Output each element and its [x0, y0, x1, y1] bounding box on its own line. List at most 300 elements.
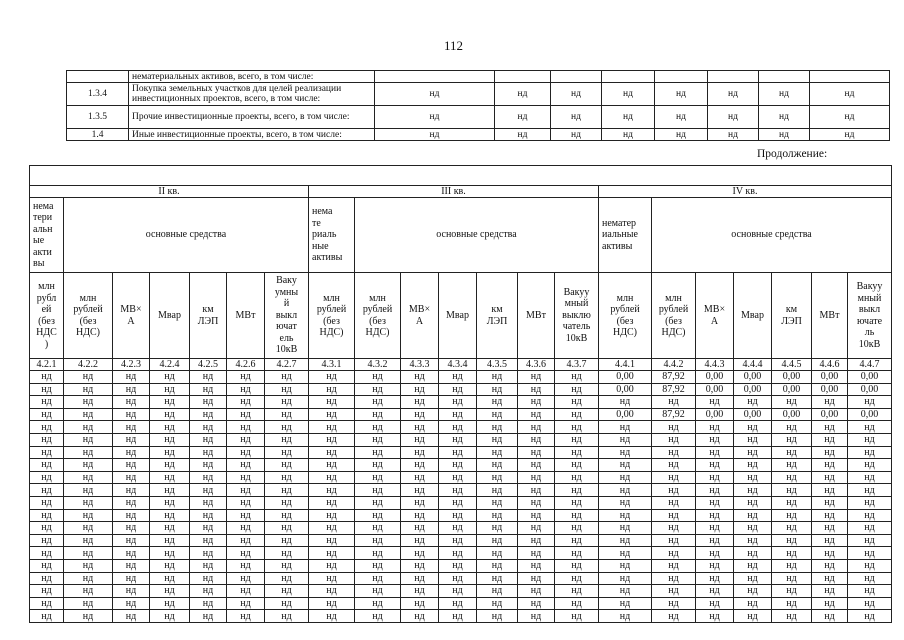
unit-header: МВ× А	[401, 273, 439, 359]
unit-header: МВт	[227, 273, 265, 359]
value-cell: нд	[696, 610, 734, 623]
value-cell: нд	[518, 396, 555, 409]
value-cell: нд	[227, 484, 265, 497]
column-code: 4.4.4	[734, 359, 772, 371]
fixed-assets-header: основные средства	[355, 198, 599, 273]
value-cell: нд	[848, 446, 892, 459]
value-cell: нд	[227, 534, 265, 547]
column-code: 4.2.4	[150, 359, 190, 371]
unit-header: Вакуу мный выкл ючате ль 10кВ	[848, 273, 892, 359]
value-cell: нд	[555, 459, 599, 472]
value-cell: нд	[113, 534, 150, 547]
value-cell: нд	[599, 471, 652, 484]
value-cell: нд	[518, 610, 555, 623]
value-cell: нд	[652, 610, 696, 623]
top-table	[66, 70, 890, 141]
value-cell: нд	[439, 484, 477, 497]
value-cell: нд	[602, 106, 655, 129]
value-cell: нд	[477, 610, 518, 623]
value-cell: нд	[375, 129, 495, 141]
value-cell: нд	[309, 547, 355, 560]
value-cell: нд	[30, 496, 64, 509]
value-cell: нд	[518, 484, 555, 497]
value-cell: нд	[227, 509, 265, 522]
value-cell: нд	[64, 484, 113, 497]
value-cell: нд	[309, 371, 355, 384]
value-cell	[810, 71, 890, 83]
value-cell: нд	[708, 106, 759, 129]
table-row	[30, 459, 892, 472]
quarter-header: IV кв.	[599, 186, 892, 198]
value-cell: нд	[113, 572, 150, 585]
value-cell: нд	[599, 496, 652, 509]
top-table-row	[67, 129, 890, 141]
value-cell: нд	[401, 585, 439, 598]
value-cell: нд	[190, 484, 227, 497]
value-cell: нд	[113, 383, 150, 396]
value-cell: нд	[439, 509, 477, 522]
value-cell: нд	[190, 396, 227, 409]
value-cell: 0,00	[599, 408, 652, 421]
unit-row	[30, 273, 892, 359]
value-cell: нд	[309, 522, 355, 535]
value-cell: нд	[355, 446, 401, 459]
quarter-row	[30, 186, 892, 198]
row-code: 1.3.5	[67, 106, 129, 129]
value-cell: нд	[555, 371, 599, 384]
value-cell: нд	[772, 534, 812, 547]
value-cell: нд	[375, 83, 495, 106]
value-cell: нд	[190, 371, 227, 384]
table-row	[30, 383, 892, 396]
table-row	[30, 597, 892, 610]
value-cell: нд	[812, 396, 848, 409]
value-cell: нд	[518, 446, 555, 459]
value-cell: нд	[477, 496, 518, 509]
value-cell: нд	[599, 610, 652, 623]
table-row	[30, 585, 892, 598]
value-cell: нд	[555, 547, 599, 560]
value-cell: нд	[265, 383, 309, 396]
value-cell: нд	[227, 522, 265, 535]
value-cell: нд	[812, 572, 848, 585]
table-row	[30, 421, 892, 434]
value-cell: 0,00	[696, 383, 734, 396]
value-cell: нд	[227, 597, 265, 610]
value-cell: нд	[518, 459, 555, 472]
value-cell: нд	[555, 559, 599, 572]
value-cell: нд	[477, 585, 518, 598]
value-cell: нд	[772, 522, 812, 535]
value-cell: нд	[439, 496, 477, 509]
value-cell: нд	[113, 408, 150, 421]
value-cell: нд	[477, 446, 518, 459]
value-cell: нд	[30, 459, 64, 472]
fixed-assets-header: основные средства	[64, 198, 309, 273]
value-cell: нд	[696, 484, 734, 497]
value-cell: нд	[810, 129, 890, 141]
value-cell: нд	[734, 459, 772, 472]
main-table	[29, 165, 892, 623]
value-cell: нд	[30, 421, 64, 434]
value-cell: нд	[30, 559, 64, 572]
value-cell: нд	[848, 509, 892, 522]
column-code: 4.4.2	[652, 359, 696, 371]
value-cell: нд	[439, 408, 477, 421]
value-cell: нд	[265, 610, 309, 623]
value-cell: нд	[848, 534, 892, 547]
value-cell: нд	[734, 534, 772, 547]
value-cell: нд	[555, 471, 599, 484]
value-cell: нд	[477, 572, 518, 585]
value-cell: нд	[518, 408, 555, 421]
value-cell: нд	[655, 83, 708, 106]
value-cell: нд	[309, 597, 355, 610]
value-cell: нд	[227, 459, 265, 472]
value-cell: 0,00	[772, 408, 812, 421]
value-cell: нд	[64, 446, 113, 459]
value-cell: нд	[227, 559, 265, 572]
value-cell: нд	[696, 396, 734, 409]
value-cell: нд	[113, 559, 150, 572]
value-cell: нд	[150, 433, 190, 446]
value-cell: нд	[150, 396, 190, 409]
value-cell: нд	[190, 446, 227, 459]
value-cell: нд	[848, 559, 892, 572]
value-cell: нд	[265, 496, 309, 509]
value-cell: нд	[812, 585, 848, 598]
value-cell: нд	[555, 496, 599, 509]
unit-header: млн рублей (без НДС)	[355, 273, 401, 359]
unit-header: млн рублей (без НДС)	[652, 273, 696, 359]
value-cell: нд	[652, 433, 696, 446]
value-cell: нд	[401, 408, 439, 421]
value-cell: нд	[309, 559, 355, 572]
category-row	[30, 198, 892, 273]
row-description: Покупка земельных участков для целей реализации инвестиционных проектов, всего, в том числе:	[129, 83, 375, 106]
value-cell: нд	[555, 522, 599, 535]
value-cell: нд	[599, 396, 652, 409]
value-cell: нд	[190, 572, 227, 585]
value-cell: нд	[599, 421, 652, 434]
value-cell: нд	[150, 484, 190, 497]
value-cell: нд	[30, 572, 64, 585]
value-cell: нд	[113, 433, 150, 446]
value-cell: 87,92	[652, 371, 696, 384]
value-cell: нд	[309, 585, 355, 598]
value-cell: нд	[439, 534, 477, 547]
value-cell: нд	[150, 559, 190, 572]
value-cell: нд	[759, 106, 810, 129]
value-cell: нд	[439, 610, 477, 623]
value-cell: нд	[401, 509, 439, 522]
value-cell: нд	[190, 433, 227, 446]
value-cell: нд	[64, 547, 113, 560]
value-cell: нд	[477, 371, 518, 384]
value-cell: нд	[696, 547, 734, 560]
value-cell: нд	[401, 547, 439, 560]
value-cell: нд	[439, 547, 477, 560]
value-cell: нд	[30, 610, 64, 623]
value-cell: нд	[113, 522, 150, 535]
value-cell: нд	[355, 610, 401, 623]
column-code: 4.3.2	[355, 359, 401, 371]
value-cell: 0,00	[734, 371, 772, 384]
value-cell: 0,00	[812, 371, 848, 384]
value-cell: нд	[599, 559, 652, 572]
value-cell: 0,00	[772, 371, 812, 384]
value-cell: нд	[652, 446, 696, 459]
intangibles-header: нема тери альн ые акти вы	[30, 198, 64, 273]
value-cell: нд	[599, 534, 652, 547]
value-cell: нд	[64, 509, 113, 522]
value-cell: нд	[439, 459, 477, 472]
value-cell: нд	[265, 371, 309, 384]
value-cell: нд	[772, 396, 812, 409]
value-cell: нд	[599, 446, 652, 459]
value-cell: 0,00	[812, 383, 848, 396]
value-cell	[375, 71, 495, 83]
value-cell: нд	[696, 459, 734, 472]
fixed-assets-header: основные средства	[652, 198, 892, 273]
value-cell: нд	[518, 471, 555, 484]
value-cell: нд	[812, 459, 848, 472]
value-cell: нд	[555, 484, 599, 497]
value-cell: нд	[734, 421, 772, 434]
value-cell: нд	[734, 509, 772, 522]
value-cell: нд	[355, 484, 401, 497]
value-cell: нд	[555, 572, 599, 585]
value-cell: нд	[812, 534, 848, 547]
value-cell: нд	[599, 547, 652, 560]
value-cell: нд	[555, 509, 599, 522]
value-cell: нд	[401, 572, 439, 585]
value-cell: нд	[477, 421, 518, 434]
value-cell: нд	[401, 471, 439, 484]
value-cell: нд	[150, 610, 190, 623]
value-cell: нд	[555, 446, 599, 459]
value-cell: нд	[518, 371, 555, 384]
value-cell: нд	[477, 471, 518, 484]
value-cell: 0,00	[848, 408, 892, 421]
value-cell: нд	[495, 83, 551, 106]
value-cell: нд	[652, 547, 696, 560]
value-cell: нд	[309, 572, 355, 585]
value-cell: нд	[30, 396, 64, 409]
page-number: 112	[444, 38, 464, 53]
value-cell: нд	[265, 585, 309, 598]
value-cell: нд	[655, 106, 708, 129]
quarter-header: III кв.	[309, 186, 599, 198]
intangibles-header: нема те риаль ные активы	[309, 198, 355, 273]
value-cell: 0,00	[696, 408, 734, 421]
value-cell: нд	[439, 446, 477, 459]
value-cell: нд	[708, 129, 759, 141]
value-cell	[551, 71, 602, 83]
value-cell: нд	[64, 534, 113, 547]
value-cell: нд	[848, 585, 892, 598]
value-cell: нд	[375, 106, 495, 129]
value-cell: нд	[772, 496, 812, 509]
value-cell: нд	[150, 383, 190, 396]
value-cell: нд	[772, 509, 812, 522]
value-cell: нд	[652, 421, 696, 434]
value-cell: нд	[734, 471, 772, 484]
unit-header: Мвар	[150, 273, 190, 359]
value-cell: нд	[734, 572, 772, 585]
value-cell: нд	[190, 509, 227, 522]
value-cell: нд	[772, 610, 812, 623]
value-cell: нд	[190, 408, 227, 421]
column-code: 4.4.6	[812, 359, 848, 371]
value-cell: нд	[696, 471, 734, 484]
value-cell: нд	[477, 559, 518, 572]
value-cell: нд	[190, 471, 227, 484]
value-cell: нд	[599, 459, 652, 472]
value-cell: нд	[227, 496, 265, 509]
value-cell: нд	[599, 572, 652, 585]
value-cell: нд	[812, 484, 848, 497]
column-code: 4.2.1	[30, 359, 64, 371]
value-cell: нд	[30, 547, 64, 560]
value-cell: нд	[113, 597, 150, 610]
value-cell	[495, 71, 551, 83]
value-cell: нд	[265, 534, 309, 547]
value-cell: нд	[401, 610, 439, 623]
value-cell: нд	[355, 459, 401, 472]
value-cell: нд	[477, 383, 518, 396]
table-row	[30, 547, 892, 560]
value-cell: нд	[812, 446, 848, 459]
value-cell: нд	[551, 129, 602, 141]
column-code: 4.3.3	[401, 359, 439, 371]
value-cell: нд	[439, 559, 477, 572]
value-cell: нд	[602, 129, 655, 141]
value-cell: 87,92	[652, 408, 696, 421]
value-cell: нд	[309, 383, 355, 396]
value-cell: нд	[812, 496, 848, 509]
value-cell: нд	[113, 396, 150, 409]
value-cell: нд	[309, 496, 355, 509]
value-cell: 0,00	[812, 408, 848, 421]
value-cell: нд	[30, 371, 64, 384]
value-cell: нд	[652, 534, 696, 547]
value-cell: нд	[518, 547, 555, 560]
value-cell: нд	[652, 396, 696, 409]
value-cell: нд	[265, 597, 309, 610]
value-cell: нд	[401, 597, 439, 610]
value-cell: нд	[265, 572, 309, 585]
value-cell: нд	[30, 433, 64, 446]
unit-header: МВ× А	[113, 273, 150, 359]
value-cell: нд	[227, 446, 265, 459]
value-cell: нд	[848, 433, 892, 446]
table-row	[30, 446, 892, 459]
column-code: 4.2.6	[227, 359, 265, 371]
value-cell: нд	[555, 610, 599, 623]
table-row	[30, 572, 892, 585]
value-cell: нд	[599, 522, 652, 535]
table-row	[30, 433, 892, 446]
value-cell: нд	[190, 534, 227, 547]
unit-header: МВт	[812, 273, 848, 359]
value-cell: нд	[734, 610, 772, 623]
unit-header: млн рублей (без НДС)	[309, 273, 355, 359]
value-cell: нд	[812, 421, 848, 434]
value-cell: нд	[150, 522, 190, 535]
value-cell: нд	[150, 597, 190, 610]
value-cell: нд	[30, 383, 64, 396]
value-cell: нд	[113, 446, 150, 459]
value-cell: нд	[227, 421, 265, 434]
value-cell: 0,00	[848, 371, 892, 384]
value-cell: нд	[518, 522, 555, 535]
value-cell: нд	[265, 484, 309, 497]
value-cell: нд	[439, 371, 477, 384]
value-cell: нд	[495, 129, 551, 141]
value-cell: нд	[150, 547, 190, 560]
value-cell: нд	[812, 597, 848, 610]
value-cell: нд	[190, 559, 227, 572]
table-row	[30, 534, 892, 547]
row-code: 1.3.4	[67, 83, 129, 106]
value-cell: нд	[227, 396, 265, 409]
value-cell: нд	[696, 509, 734, 522]
value-cell: нд	[150, 371, 190, 384]
value-cell: нд	[734, 446, 772, 459]
value-cell: нд	[113, 496, 150, 509]
continuation-label: Продолжение:	[757, 148, 828, 160]
value-cell: нд	[265, 396, 309, 409]
value-cell: нд	[812, 559, 848, 572]
value-cell: нд	[150, 421, 190, 434]
quarter-header: II кв.	[30, 186, 309, 198]
value-cell: нд	[355, 522, 401, 535]
value-cell: нд	[772, 547, 812, 560]
value-cell: нд	[265, 471, 309, 484]
value-cell: нд	[812, 610, 848, 623]
value-cell: нд	[113, 509, 150, 522]
value-cell	[759, 71, 810, 83]
value-cell: нд	[734, 597, 772, 610]
value-cell: нд	[30, 534, 64, 547]
value-cell: нд	[64, 396, 113, 409]
value-cell: нд	[150, 572, 190, 585]
value-cell: нд	[848, 396, 892, 409]
value-cell: нд	[227, 610, 265, 623]
value-cell: нд	[150, 509, 190, 522]
value-cell: нд	[772, 446, 812, 459]
value-cell: нд	[652, 522, 696, 535]
value-cell: нд	[190, 383, 227, 396]
value-cell: нд	[64, 522, 113, 535]
table-row	[30, 396, 892, 409]
code-row	[30, 359, 892, 371]
value-cell: нд	[401, 433, 439, 446]
value-cell: нд	[64, 421, 113, 434]
value-cell: нд	[599, 597, 652, 610]
column-code: 4.4.3	[696, 359, 734, 371]
value-cell: нд	[439, 383, 477, 396]
value-cell: нд	[696, 559, 734, 572]
value-cell: нд	[190, 547, 227, 560]
value-cell: нд	[696, 572, 734, 585]
value-cell: нд	[477, 522, 518, 535]
value-cell: нд	[401, 459, 439, 472]
value-cell: нд	[696, 496, 734, 509]
column-code: 4.3.5	[477, 359, 518, 371]
value-cell: нд	[772, 484, 812, 497]
